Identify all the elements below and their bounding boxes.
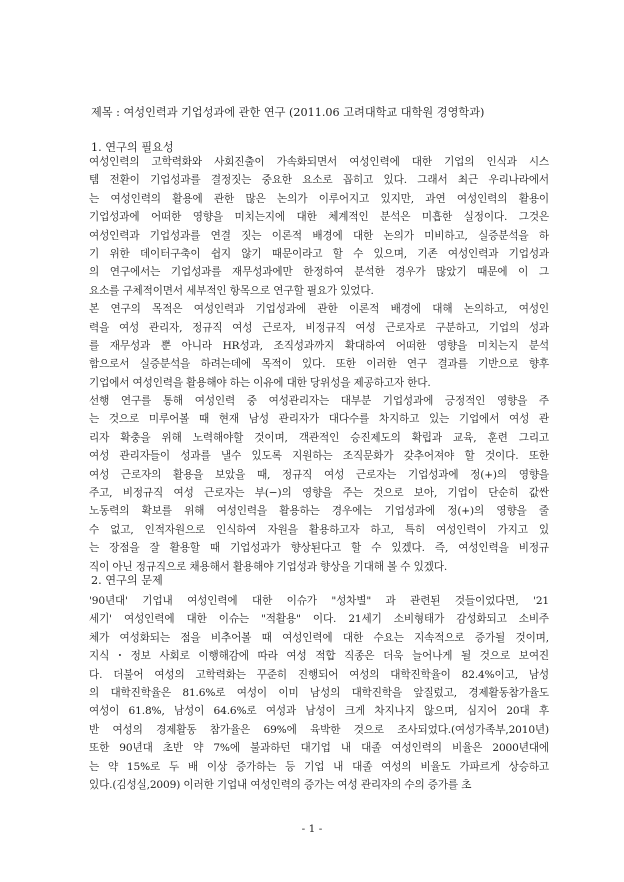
- text-line: 리자 확충을 위해 노력해야할 것이며, 객관적인 승진제도의 확립과 교육, 훈련 그리고: [89, 431, 549, 444]
- text-line: 력을 여성 관리자, 정규직 여성 근로자, 비정규직 여성 근로자로 구분하고, 기업의 성과: [89, 321, 549, 334]
- text-line: 여성이 61.8%, 남성이 64.6%로 여성과 남성이 크게 차지나지 않으며, 심지어 20대 후: [89, 705, 549, 718]
- text-line: 지식・정보 사회로 이행해감에 따라 여성 적합 직종은 더욱 늘어나게 될 것으로 보여진: [89, 650, 549, 663]
- text-line: 반 여성의 경제활동 참가율은 69%에 육박한 것으로 조사되었다.(여성가족부,2010년): [89, 723, 549, 736]
- text-line: 직이 아닌 정규직으로 채용해서 활용해야 기업성과 향상을 기대해 볼 수 있겠다.: [89, 560, 448, 573]
- text-line: 수 없고, 인적자원으로 인식하여 자원을 활용하고자 하고, 특히 여성인력이 가지고 있: [89, 523, 549, 536]
- text-line: 는 여성인력의 활용에 관한 많은 논의가 이루어지고 있지만, 과연 여성인력의 활용이: [89, 192, 549, 205]
- text-line: 여성인력의 고학력화와 사회진출이 가속화되면서 여성인력에 대한 기업의 인식과 시스: [89, 156, 549, 168]
- text-line: 기업성과에 어떠한 영향을 미치는지에 대한 체계적인 분석은 미흡한 실정이다. 그것은: [89, 211, 549, 224]
- text-line: 체가 여성화되는 점을 비추어볼 때 여성인력에 대한 수요는 지속적으로 증가될 것이며,: [89, 631, 549, 644]
- document-title: 제목 : 여성인력과 기업성과에 관한 연구 (2011.06 고려대학교 대학원 경영학과): [91, 106, 485, 119]
- text-line: '90년대' 기업내 여성인력에 대한 이슈가 "성차별" 과 관련된 것들이었다면, '21: [89, 595, 549, 607]
- text-line: 노동력의 확보를 위해 여성인력을 활용하는 경우에는 기업성과에 정(+)의 영향을 줄: [89, 505, 549, 518]
- text-line: 요소를 구체적이면서 세부적인 항목으로 연구할 필요가 있었다.: [89, 284, 374, 297]
- section-heading-problem: 2. 연구의 문제: [91, 574, 163, 587]
- text-line: 여성 관리자들이 성과를 낼수 있도록 지원하는 조직문화가 갖추어져야 할 것이다. 또한: [89, 450, 549, 463]
- text-line: 여성 근로자의 활용을 보았을 때, 정규직 여성 근로자는 기업성과에 정(+)의 영향을: [89, 468, 549, 481]
- text-line: 주고, 비정규직 여성 근로자는 부(−)의 영향을 주는 것으로 보아, 기업이 단순히 값싼: [89, 487, 549, 500]
- text-line: 기 위한 데이터구축이 쉽지 않기 때문이라고 할 수 있으며, 기존 여성인력과 기업성과: [89, 247, 549, 260]
- text-line: 함으로서 실증분석을 하려는데에 목적이 있다. 또한 이러한 연구 결과를 기반으로 향후: [89, 358, 549, 371]
- text-line: 를 재무성과 뿐 아니라 HR성과, 조직성과까지 확대하여 어떠한 영향을 미치는지 분석: [89, 339, 549, 352]
- text-line: 여성인력과 기업성과를 연결 짓는 이론적 배경에 대한 논의가 미비하고, 실증분석을 하: [89, 229, 549, 242]
- text-line: 는 장점을 잘 활용할 때 기업성과가 향상된다고 할 수 있겠다. 즉, 여성인력을 비정규: [89, 542, 549, 555]
- text-line: 또한 90년대 초반 약 7%에 불과하던 대기업 내 대졸 여성인력의 비율은 2000년대에: [89, 742, 549, 755]
- page-number: - 1 -: [301, 823, 323, 835]
- text-line: 있다.(김성실,2009) 이러한 기업내 여성인력의 증가는 여성 관리자의 수의 증가를 초: [89, 778, 472, 791]
- text-line: 의 연구에서는 기업성과를 재무성과에만 한정하여 분석한 경우가 많았기 때문에 이 그: [89, 266, 549, 279]
- section-body-problem: [89, 592, 549, 794]
- text-line: 의 대학진학율은 81.6%로 여성이 이미 남성의 대학진학을 앞질렀고, 경제활동참가율도: [89, 686, 549, 699]
- text-line: 세기' 여성인력에 대한 이슈는 "적활용" 이다. 21세기 소비형태가 감성화되고 소비주: [89, 613, 549, 626]
- text-line: 는 것으로 미루어볼 때 현재 남성 관리자가 대다수를 차지하고 있는 기업에서 여성 관: [89, 413, 549, 426]
- section-heading-necessity: 1. 연구의 필요성: [91, 141, 174, 154]
- text-line: 본 연구의 목적은 여성인력과 기업성과에 관한 이론적 배경에 대해 논의하고, 여성인: [89, 303, 549, 316]
- text-line: 다. 더불어 여성의 고학력화는 꾸준히 진행되어 여성의 대학진학율이 82.4%이고, 남성: [89, 668, 549, 681]
- section-body-necessity: [89, 153, 549, 576]
- text-line: 기업에서 여성인력을 활용해야 하는 이유에 대한 당위성을 제공하고자 한다.: [89, 376, 431, 389]
- text-line: 템 전환이 기업성과를 결정짓는 중요한 요소로 꼽히고 있다. 그래서 최근 우리나라에서: [89, 174, 549, 187]
- text-line: 는 약 15%로 두 배 이상 증가하는 등 기업 내 대졸 여성의 비율도 가파르게 상승하고: [89, 760, 549, 773]
- text-line: 선행 연구를 통해 여성인력 중 여성관리자는 대부분 기업성과에 긍정적인 영향을 주: [89, 395, 549, 408]
